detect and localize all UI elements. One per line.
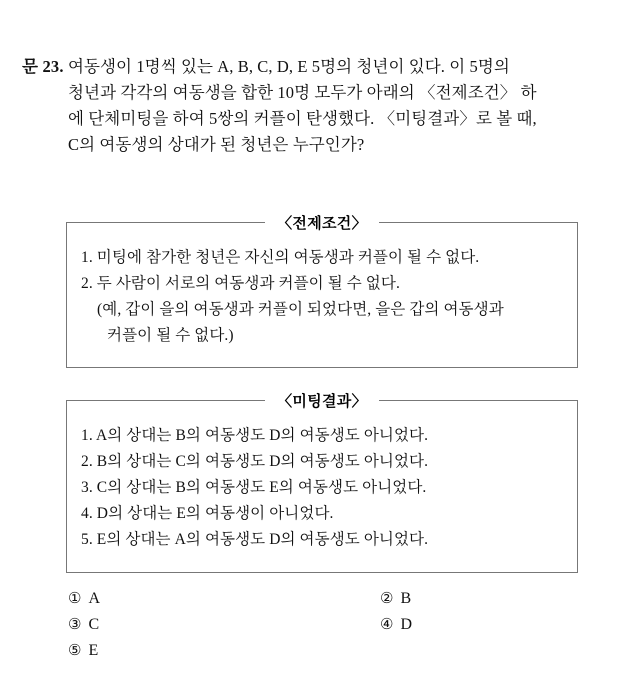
answer-choice-2[interactable] [380, 586, 411, 612]
result-line-2: 2. B의 상대는 C의 여동생도 D의 여동생도 아니었다. [81, 453, 429, 470]
choice-marker-4: ④ [380, 617, 394, 633]
premise-box-body [67, 223, 577, 361]
premise-line-2: 2. 두 사람이 서로의 여동생과 커플이 될 수 없다. [81, 275, 400, 292]
result-line-4: 4. D의 상대는 E의 여동생이 아니었다. [81, 505, 334, 522]
question-line-2: 청년과 각각의 여동생을 합한 10명 모두가 아래의 〈전제조건〉 하 [68, 83, 537, 102]
premise-line-4: 커플이 될 수 없다.) [107, 327, 234, 344]
result-line-1: 1. A의 상대는 B의 여동생도 D의 여동생도 아니었다. [81, 427, 429, 444]
answer-choice-4[interactable] [380, 612, 412, 638]
choice-label-4: D [400, 616, 413, 633]
choice-row-1 [68, 586, 568, 612]
choice-label-1: A [88, 590, 101, 607]
result-box-body [67, 401, 577, 565]
answer-choice-3[interactable] [68, 612, 380, 638]
result-line-3: 3. C의 상대는 B의 여동생도 E의 여동생도 아니었다. [81, 479, 427, 496]
meeting-result-box [66, 394, 578, 573]
choice-label-3: C [88, 616, 100, 633]
question-line-1-text: 여동생이 1명씩 있는 A, B, C, D, E 5명의 청년이 있다. 이 5명의 [67, 57, 510, 76]
choice-label-2: B [400, 590, 412, 607]
question-line-3: 에 단체미팅을 하여 5쌍의 커플이 탄생했다. 〈미팅결과〉로 볼 때, [68, 109, 537, 128]
choice-row-3 [68, 638, 568, 664]
result-box-title-text: 〈미팅결과〉 [265, 394, 379, 410]
choice-marker-3: ③ [68, 617, 82, 633]
answer-choice-5[interactable] [68, 638, 380, 664]
question-number: 문 23. [22, 57, 64, 76]
answer-choice-1[interactable] [68, 586, 380, 612]
result-line-5: 5. E의 상대는 A의 여동생도 D의 여동생도 아니었다. [81, 531, 429, 548]
premise-line-3: (예, 갑이 을의 여동생과 커플이 되었다면, 을은 갑의 여동생과 [97, 301, 504, 318]
choice-label-5: E [88, 642, 99, 659]
premise-line-1: 1. 미팅에 참가한 청년은 자신의 여동생과 커플이 될 수 없다. [81, 249, 480, 266]
question-stem [22, 54, 598, 158]
premise-conditions-box [66, 216, 578, 368]
choice-marker-5: ⑤ [68, 643, 82, 659]
premise-box-title-text: 〈전제조건〉 [265, 216, 379, 232]
choice-marker-1: ① [68, 591, 82, 607]
choice-marker-2: ② [380, 591, 394, 607]
choice-row-2 [68, 612, 568, 638]
question-line-4: C의 여동생의 상대가 된 청년은 누구인가? [68, 135, 365, 154]
question-line-1 [22, 54, 598, 80]
answer-choices [68, 586, 568, 664]
